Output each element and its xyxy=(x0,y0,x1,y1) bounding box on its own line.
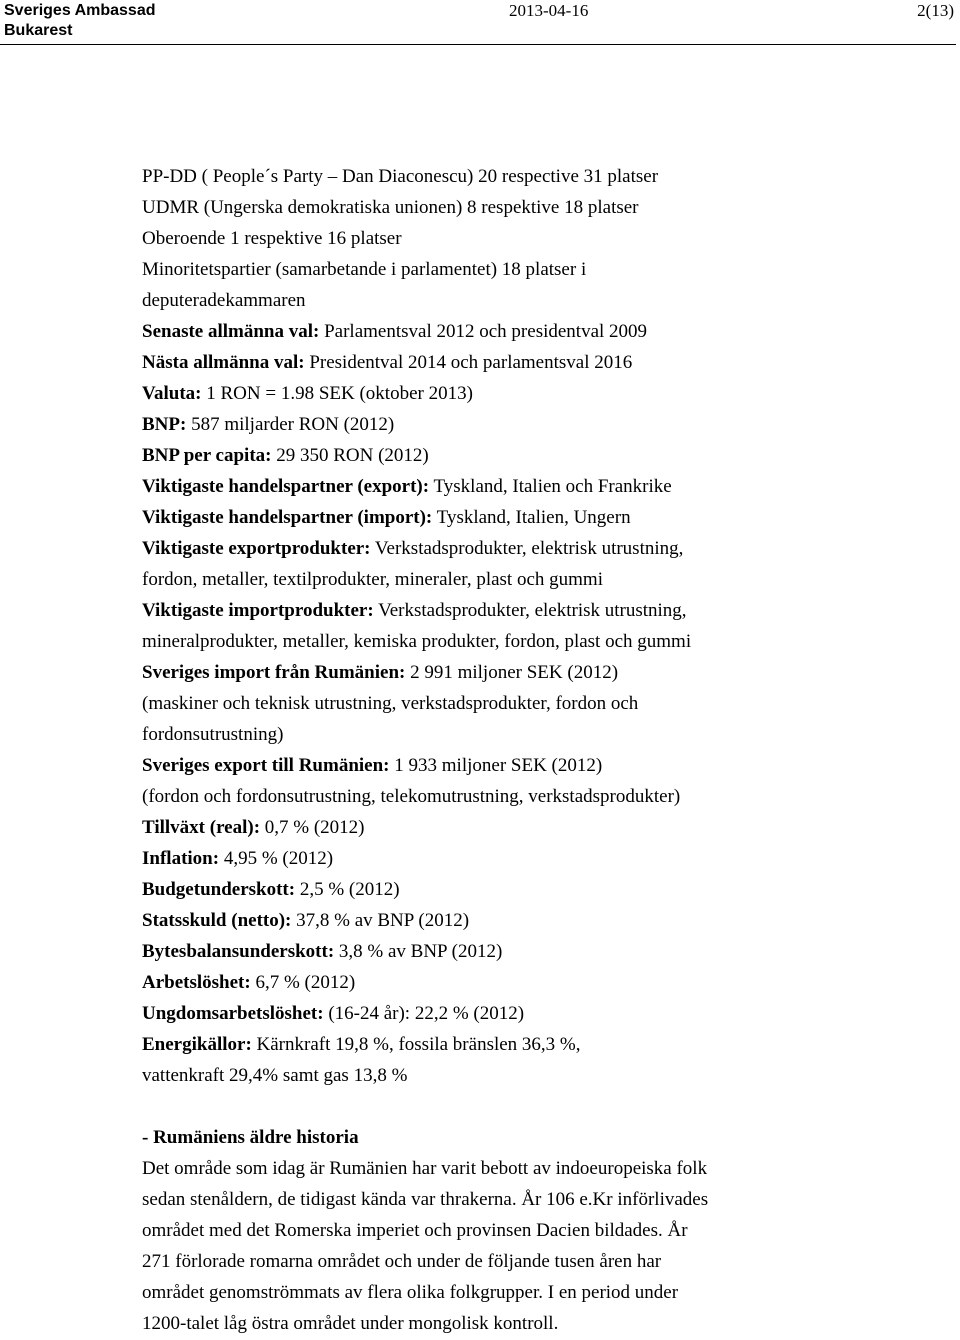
fact-text: 587 miljarder RON (2012) xyxy=(186,414,395,435)
fact-label: Statsskuld (netto): xyxy=(142,910,292,931)
fact-line xyxy=(142,657,942,688)
fact-label: Viktigaste handelspartner (import): xyxy=(142,507,433,528)
fact-line xyxy=(142,254,942,285)
fact-label: Energikällor: xyxy=(142,1034,252,1055)
paragraph-line: området genomströmmats av flera olika folkgrupper. I en period under xyxy=(142,1282,679,1303)
fact-text: 3,8 % av BNP (2012) xyxy=(334,941,503,962)
fact-text: Verkstadsprodukter, elektrisk utrustning, xyxy=(373,600,687,621)
fact-label: Arbetslöshet: xyxy=(142,972,251,993)
fact-label: Ungdomsarbetslöshet: xyxy=(142,1003,324,1024)
fact-text: Tyskland, Italien och Frankrike xyxy=(429,476,672,497)
fact-label: Viktigaste handelspartner (export): xyxy=(142,476,430,497)
fact-text: 29 350 RON (2012) xyxy=(271,445,429,466)
fact-line xyxy=(142,843,942,874)
fact-text: (16-24 år): 22,2 % (2012) xyxy=(323,1003,525,1024)
fact-line xyxy=(142,781,942,812)
section-spacer xyxy=(142,1091,942,1122)
header-page-number: 2(13) xyxy=(917,1,954,20)
fact-label: Senaste allmänna val: xyxy=(142,321,320,342)
fact-label: Sveriges import från Rumänien: xyxy=(142,662,406,683)
fact-text: mineralprodukter, metaller, kemiska produkter, fordon, plast och gummi xyxy=(142,631,692,652)
fact-text: PP-DD ( People´s Party – Dan Diaconescu) 20 respective 31 platser xyxy=(142,166,659,187)
document-body xyxy=(142,161,942,1339)
history-section xyxy=(142,1122,942,1339)
fact-line xyxy=(142,967,942,998)
fact-line xyxy=(142,564,942,595)
fact-line xyxy=(142,285,942,316)
fact-text: 0,7 % (2012) xyxy=(260,817,365,838)
fact-line xyxy=(142,440,942,471)
fact-line xyxy=(142,719,942,750)
fact-text: UDMR (Ungerska demokratiska unionen) 8 respektive 18 platser xyxy=(142,197,639,218)
fact-text: 6,7 % (2012) xyxy=(250,972,356,993)
fact-text: Tyskland, Italien, Ungern xyxy=(432,507,631,528)
fact-label: Viktigaste exportprodukter: xyxy=(142,538,371,559)
fact-text: Verkstadsprodukter, elektrisk utrustning, xyxy=(370,538,684,559)
fact-label: BNP per capita: xyxy=(142,445,272,466)
fact-text: 2 991 miljoner SEK (2012) xyxy=(405,662,619,683)
fact-label: Tillväxt (real): xyxy=(142,817,261,838)
fact-label: Inflation: xyxy=(142,848,220,869)
fact-label: BNP: xyxy=(142,414,187,435)
fact-label: Bytesbalansunderskott: xyxy=(142,941,335,962)
fact-label: Sveriges export till Rumänien: xyxy=(142,755,390,776)
section-heading xyxy=(142,1122,942,1153)
fact-list xyxy=(142,161,942,1091)
fact-text: Parlamentsval 2012 och presidentval 2009 xyxy=(319,321,648,342)
fact-text: Minoritetspartier (samarbetande i parlamentet) 18 platser i xyxy=(142,259,587,280)
fact-text: 37,8 % av BNP (2012) xyxy=(291,910,470,931)
fact-line xyxy=(142,533,942,564)
fact-line xyxy=(142,595,942,626)
paragraph-line: Det område som idag är Rumänien har varit bebott av indoeuropeiska folk xyxy=(142,1158,708,1179)
fact-text: fordonsutrustning) xyxy=(142,724,284,745)
fact-label: Viktigaste importprodukter: xyxy=(142,600,374,621)
fact-text: Oberoende 1 respektive 16 platser xyxy=(142,228,402,249)
header-divider xyxy=(0,44,956,45)
fact-line xyxy=(142,1060,942,1091)
fact-line xyxy=(142,502,942,533)
fact-line xyxy=(142,223,942,254)
fact-text: vattenkraft 29,4% samt gas 13,8 % xyxy=(142,1065,408,1086)
fact-line xyxy=(142,1029,942,1060)
fact-text: (fordon och fordonsutrustning, telekomutrustning, verkstadsprodukter) xyxy=(142,786,681,807)
fact-label: Nästa allmänna val: xyxy=(142,352,305,373)
fact-line xyxy=(142,347,942,378)
page-header xyxy=(0,0,960,50)
fact-label: Valuta: xyxy=(142,383,202,404)
paragraph-line: 271 förlorade romarna området och under de följande tusen åren har xyxy=(142,1251,662,1272)
fact-text: (maskiner och teknisk utrustning, verkstadsprodukter, fordon och xyxy=(142,693,639,714)
fact-line xyxy=(142,626,942,657)
header-org-line1: Sveriges Ambassad xyxy=(4,2,156,19)
fact-line xyxy=(142,378,942,409)
fact-label: Budgetunderskott: xyxy=(142,879,296,900)
fact-line xyxy=(142,812,942,843)
history-heading: - Rumäniens äldre historia xyxy=(142,1127,359,1148)
paragraph-line: sedan stenåldern, de tidigast kända var thrakerna. År 106 e.Kr införlivades xyxy=(142,1189,709,1210)
fact-text: 4,95 % (2012) xyxy=(219,848,334,869)
fact-line xyxy=(142,905,942,936)
header-org-line2: Bukarest xyxy=(4,22,73,39)
fact-line xyxy=(142,936,942,967)
fact-line xyxy=(142,161,942,192)
fact-line xyxy=(142,998,942,1029)
fact-text: 1 933 miljoner SEK (2012) xyxy=(389,755,603,776)
fact-line xyxy=(142,471,942,502)
fact-line xyxy=(142,874,942,905)
fact-text: deputeradekammaren xyxy=(142,290,306,311)
fact-text: Kärnkraft 19,8 %, fossila bränslen 36,3 %, xyxy=(251,1034,581,1055)
header-date: 2013-04-16 xyxy=(509,1,589,20)
fact-text: 1 RON = 1.98 SEK (oktober 2013) xyxy=(201,383,473,404)
fact-text: Presidentval 2014 och parlamentsval 2016 xyxy=(304,352,633,373)
fact-line xyxy=(142,688,942,719)
fact-line xyxy=(142,409,942,440)
header-organization xyxy=(4,1,155,41)
fact-line xyxy=(142,192,942,223)
fact-line xyxy=(142,316,942,347)
paragraph-line: området med det Romerska imperiet och provinsen Dacien bildades. År xyxy=(142,1220,688,1241)
fact-line xyxy=(142,750,942,781)
fact-text: fordon, metaller, textilprodukter, mineraler, plast och gummi xyxy=(142,569,603,590)
fact-text: 2,5 % (2012) xyxy=(295,879,400,900)
paragraph-line: 1200-talet låg östra området under mongolisk kontroll. xyxy=(142,1313,559,1334)
